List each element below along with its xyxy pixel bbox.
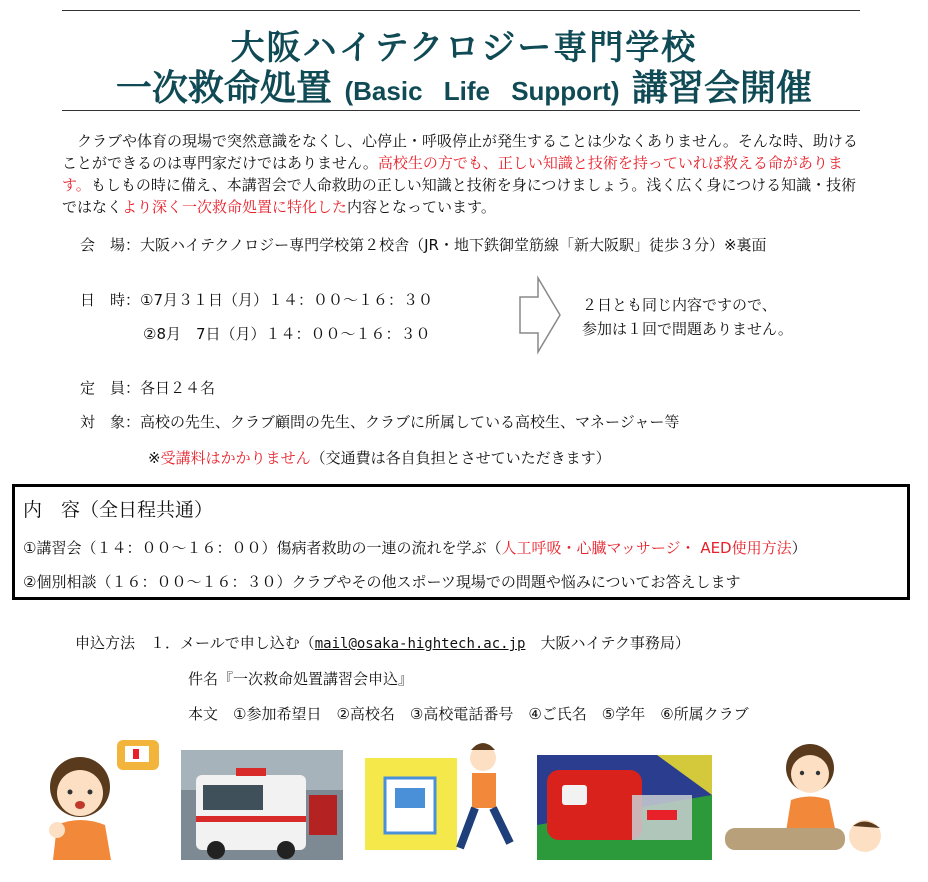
event-title-suffix: 講習会開催 <box>632 68 813 109</box>
venue-row: 会 場：大阪ハイテクノロジー専門学校第２校舎（JR・地下鉄御堂筋線「新大阪駅」徒歩３分）※裏面 <box>80 236 767 254</box>
aed-runner-illustration <box>365 738 517 858</box>
apply-subject: 件名『一次救命処置講習会申込』 <box>188 670 414 688</box>
intro-paragraph: クラブや体育の現場で突然意識をなくし、心停止・呼吸停止が発生することは少なくありません。そんな時、助けることができるのは専門家だけではありません。高校生の方でも、正しい知識と技術を持っていれば救える命があります。もしもの時に備え、本講習会で人命救助の正しい知識と技術を身につけましょう。浅く広く身につける知識・技術ではなくより深く一次救命処置に特化した内容となっています。 <box>62 132 858 216</box>
bottom-rule <box>62 110 860 111</box>
target-row: 対 象：高校の先生、クラブ顧問の先生、クラブに所属している高校生、マネージャー等 <box>80 413 680 431</box>
email-link[interactable]: mail@osaka-hightech.ac.jp <box>314 636 526 652</box>
arrow-right-icon <box>518 275 562 355</box>
apply-body: 本文 ①参加希望日 ②高校名 ③高校電話番号 ④ご氏名 ⑤学年 ⑥所属クラブ <box>188 705 749 723</box>
content-heading: 内 容（全日程共通） <box>23 499 214 521</box>
date-row-2: ②8月 7日（月）１４：００～１６：３０ <box>143 325 431 343</box>
event-title-latin: (Basic Life Support) <box>344 76 620 106</box>
apply-method-row: 申込方法 １．メールで申し込む（mail@osaka-hightech.ac.jp 大阪ハイテク事務局） <box>75 634 690 652</box>
fee-row: ※受講料はかかりません（交通費は各自負担とさせていただきます） <box>148 449 611 467</box>
event-title-main: 一次救命処置 <box>115 68 332 109</box>
content-line-1: ①講習会（１４：００～１６：００）傷病者救助の一連の流れを学ぶ（人工呼吸・心臓マッサージ・ AED使用方法） <box>23 539 807 557</box>
aed-kit-photo <box>537 755 712 860</box>
date-row-1: 日 時：①7月３１日（月）１４：００～１６：３０ <box>80 291 434 309</box>
content-line-2: ②個別相談（１６：００～１６：３０）クラブやその他スポーツ現場での問題や悩みについてお答えします <box>23 573 741 591</box>
cpr-illustration <box>725 738 895 858</box>
content-box <box>12 484 910 600</box>
date-note-1: ２日とも同じ内容ですので、 <box>582 296 777 314</box>
capacity-row: 定 員：各日２４名 <box>80 379 216 397</box>
date-note-2: 参加は１回で問題ありません。 <box>582 320 793 338</box>
ambulance-photo <box>181 750 343 860</box>
top-rule <box>62 10 860 11</box>
school-title: 大阪ハイテクロジー専門学校 <box>230 28 698 68</box>
girl-calling-illustration <box>35 735 165 860</box>
event-title <box>0 60 928 111</box>
